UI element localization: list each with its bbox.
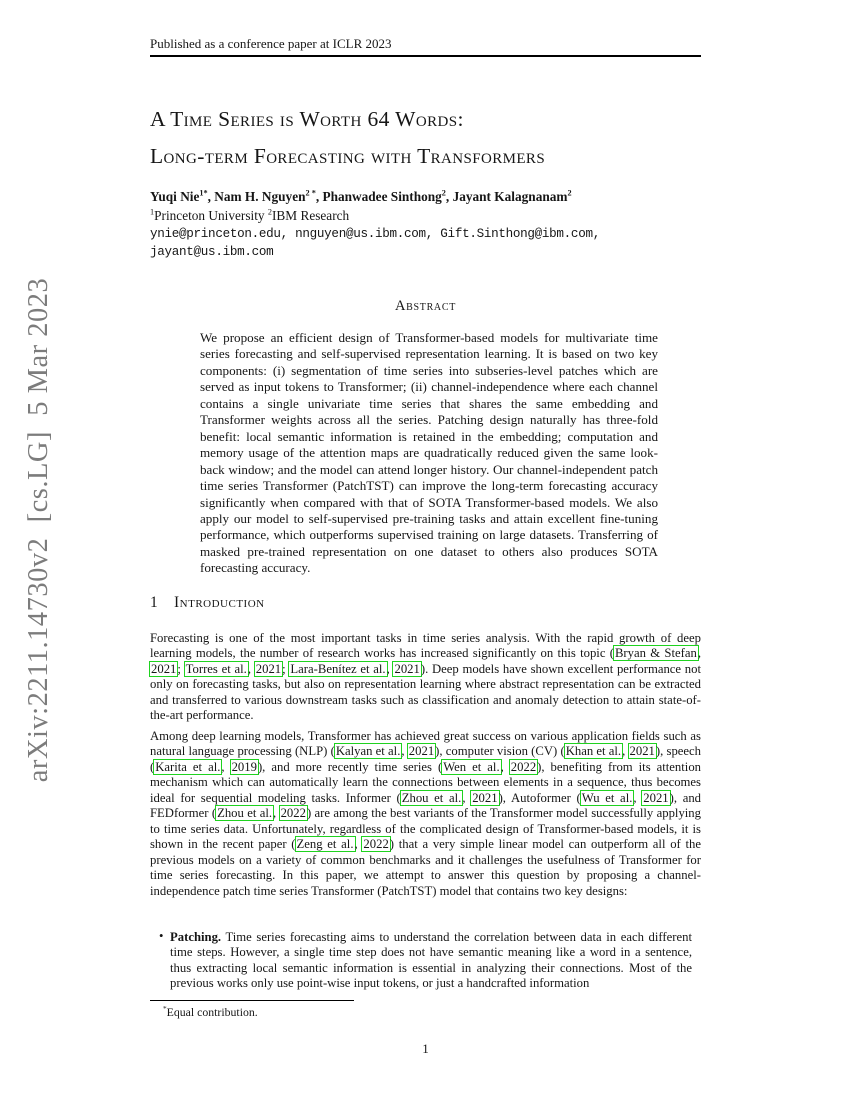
page-number: 1 <box>422 1041 429 1056</box>
footnote-rule <box>150 1000 354 1001</box>
bullet-text <box>170 930 692 992</box>
bullet-icon: • <box>159 929 164 943</box>
author-emails <box>150 225 710 261</box>
superscript: 2 <box>267 207 272 217</box>
text-run: ), computer vision (CV) ( <box>435 744 565 759</box>
text-run: Princeton University <box>154 207 268 223</box>
citation-link[interactable]: Zhou et al. <box>401 790 462 805</box>
text-run: Yuqi Nie <box>150 189 200 204</box>
header-rule <box>150 55 701 57</box>
citation-link[interactable]: 2021 <box>408 744 435 759</box>
abstract-body: We propose an efficient design of Transformer-based models for multivariate time series forecasting and self-supervised representation learning. It is based on two key components: (i) segmentation of time series into subseries-level patches which are served as input tokens to Transformer; (ii) channel-independence where each channel contains a single univariate time series that shares the same embedding and Transformer weights across all the series. Patching design naturally has three-fold benefit: local semantic information is retained in the embedding; computation and memory usage of the attention maps are quadratically reduced given the same look-back window; and the model can attend longer history. Our channel-independent patch time series Transformer (PatchTST) can improve the long-term forecasting accuracy significantly when compared with that of SOTA Transformer-based models. We also apply our model to self-supervised pre-training tasks and attain excellent fine-tuning performance, which outperforms supervised training on large datasets. Transferring of masked pre-trained representation on one dataset to others also produces SOTA forecasting accuracy. <box>200 330 658 576</box>
email-line-2: jayant@us.ibm.com <box>150 245 274 260</box>
footnote-marker: * <box>163 1004 167 1014</box>
abstract-heading: Abstract <box>394 298 457 314</box>
superscript: 1* <box>199 188 208 198</box>
text-run: , <box>354 837 363 852</box>
citation-link[interactable]: Karita et al. <box>155 759 221 774</box>
text-run: ), and FEDformer ( <box>150 790 702 821</box>
citation-link[interactable]: 2022 <box>510 759 537 774</box>
superscript: 1 <box>150 207 155 217</box>
citation-link[interactable]: 2021 <box>629 744 655 759</box>
text-run: , <box>273 806 280 821</box>
email-line-1: ynie@princeton.edu, nnguyen@us.ibm.com, Gift.Sinthong@ibm.com, <box>150 227 600 241</box>
author-block <box>150 188 710 261</box>
footnote <box>150 1005 701 1020</box>
text-run: , <box>221 759 231 774</box>
citation-link[interactable]: Kalyan et al. <box>335 744 401 759</box>
text-run: ; <box>282 661 290 676</box>
citation-link[interactable]: 2021 <box>255 661 282 676</box>
citation-link[interactable]: Torres et al. <box>185 661 247 676</box>
citation-link[interactable]: 2021 <box>472 790 498 805</box>
text-run: , <box>622 744 629 759</box>
citation-link[interactable]: Bryan & Stefan <box>614 646 697 661</box>
arxiv-watermark: arXiv:2211.14730v2 [cs.LG] 5 Mar 2023 <box>23 277 54 783</box>
text-run: , <box>401 744 408 759</box>
citation-link[interactable]: 2021 <box>643 790 669 805</box>
text-run: IBM Research <box>272 207 350 223</box>
citation-link[interactable]: 2021 <box>394 661 420 676</box>
superscript: 2 * <box>305 188 316 198</box>
bullet-item-patching <box>160 930 692 992</box>
text-run: ; <box>177 661 185 676</box>
text-run: ), benefiting from its attention mechanism which can automatically learn the connections between elements in a sequence, thus becomes ideal for sequential modeling tasks. Informer ( <box>150 759 702 805</box>
section-number: 1 <box>150 594 158 611</box>
text-run: Forecasting is one of the most important tasks in time series analysis. With the rapid growth of deep learning models, the number of research works has increased significantly on this topic ( <box>150 631 701 661</box>
citation-link[interactable]: Khan et al. <box>565 744 622 759</box>
text-run: , Phanwadee Sinthong <box>315 189 442 204</box>
text-run: ). Deep models have shown excellent performance not only on forecasting tasks, but also on representation learning where abstract representation can be extracted and transferred to various downstream tasks such as classification and anomaly detection to attain state-of-the-art performance. <box>150 661 702 723</box>
text-run: , <box>697 646 701 661</box>
section-title: Introduction <box>174 594 265 611</box>
citation-link[interactable]: 2019 <box>231 759 257 774</box>
intro-paragraph-1 <box>150 631 701 724</box>
title-line-2: Long-term Forecasting with Transformers <box>150 143 546 168</box>
text-run: , <box>247 661 255 676</box>
citation-link[interactable]: 2021 <box>151 661 177 676</box>
text-run: ), speech ( <box>150 744 702 774</box>
footnote-text: Equal contribution. <box>166 1005 258 1019</box>
text-run: Time series forecasting aims to understand the correlation between data in each different time steps. However, a single time step does not have semantic meaning like a word in a sentence, thus extracting local semantic information is essential in analyzing their connections. Most of the previous works only use point-wise input tokens, or just a handcrafted information <box>170 930 692 991</box>
citation-link[interactable]: Wen et al. <box>443 759 500 774</box>
text-run: , <box>633 790 643 805</box>
citation-link[interactable]: Wu et al. <box>581 790 633 805</box>
affiliations <box>150 207 710 226</box>
citation-link[interactable]: 2022 <box>363 837 389 852</box>
text-run: Among deep learning models, Transformer has achieved great success on various application fields such as natural language processing (NLP) ( <box>150 729 701 759</box>
text-run: , Nam H. Nguyen <box>207 189 306 204</box>
text-run: , <box>386 661 394 676</box>
author-names <box>150 188 710 207</box>
citation-link[interactable]: 2022 <box>280 806 306 821</box>
text-run: , <box>500 759 510 774</box>
text-run: ) that a very simple linear model can outperform all of the previous models on a variety of common benchmarks and it challenges the usefulness of Transformer for time series forecasting. In this paper, we attempt to answer this question by proposing a channel-independence patch time series Transformer (PatchTST) model that contains two key designs: <box>150 837 701 898</box>
paper-title <box>150 101 710 174</box>
superscript: 2 <box>567 188 572 198</box>
text-run: ), and more recently time series ( <box>257 759 443 774</box>
text-run: , <box>462 790 472 805</box>
section-1-heading <box>150 594 701 612</box>
text-run: ) are among the best variants of the Transformer model successfully applying to time series data. Unfortunately, regardless of the complicated design of Transformer-based models, it is shown in the recent paper ( <box>150 806 701 852</box>
text-run: ), Autoformer ( <box>498 790 581 805</box>
running-header: Published as a conference paper at ICLR 2023 <box>150 36 392 51</box>
citation-link[interactable]: Zhou et al. <box>217 806 273 821</box>
text-run: Patching. <box>170 930 222 944</box>
superscript: 2 <box>441 188 446 198</box>
citation-link[interactable]: Lara-Benítez et al. <box>290 661 386 676</box>
title-line-1: A Time Series is Worth 64 Words: <box>150 107 464 131</box>
text-run: , Jayant Kalagnanam <box>445 189 568 204</box>
citation-link[interactable]: Zeng et al. <box>296 837 354 852</box>
intro-paragraph-2 <box>150 729 701 899</box>
